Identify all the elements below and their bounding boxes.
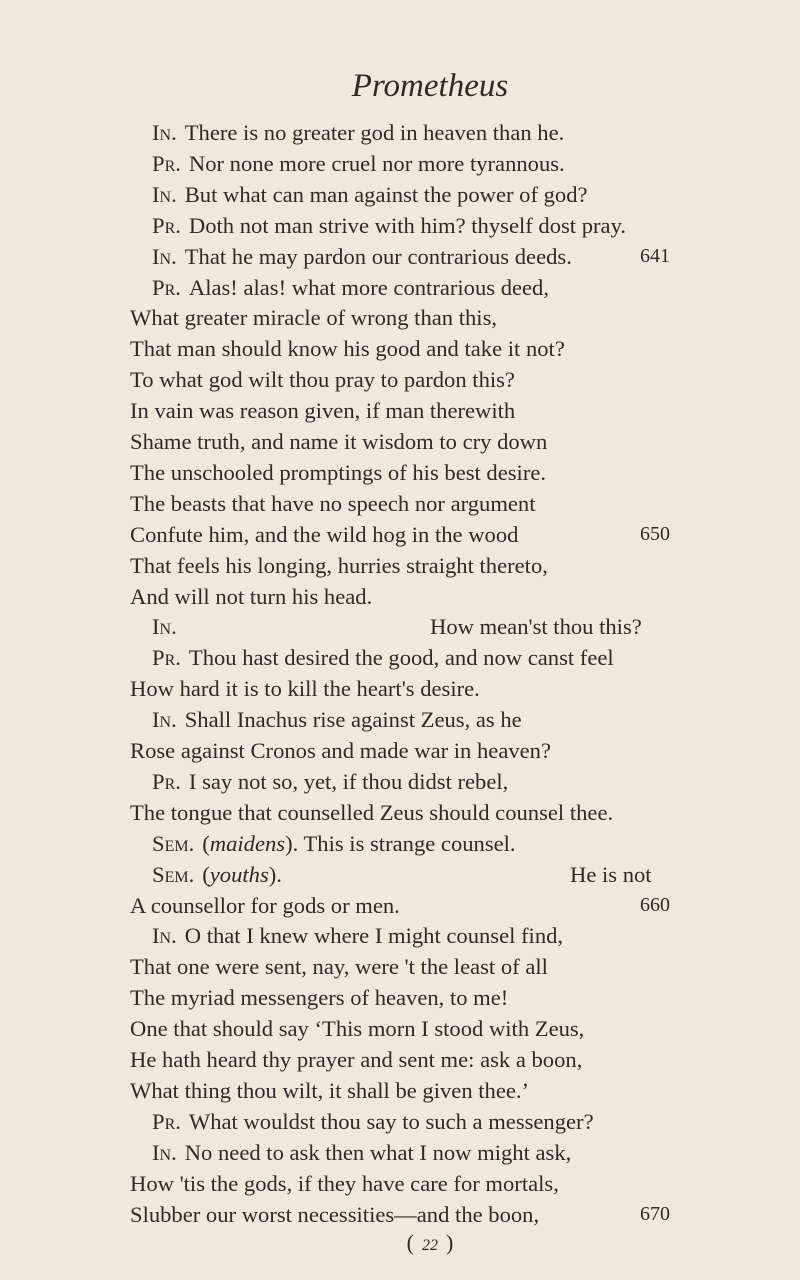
line-text: Shame truth, and name it wisdom to cry down xyxy=(130,429,548,454)
speaker-label: In. xyxy=(152,923,177,949)
speaker-label: Pr. xyxy=(152,1108,181,1134)
verse-line xyxy=(130,395,515,426)
line-text: In vain was reason given, if man therewith xyxy=(130,398,516,424)
line-text: The myriad messengers of heaven, to me! xyxy=(130,985,509,1011)
page-number xyxy=(0,1230,800,1256)
verse-line xyxy=(152,611,642,642)
line-text: O that I knew where I might counsel find, xyxy=(184,923,564,949)
line-continuation: He is not xyxy=(570,861,652,887)
line-text: What greater miracle of wrong than this, xyxy=(130,305,498,331)
line-text: That he may pardon our contrarious deeds. xyxy=(184,243,572,269)
verse-line xyxy=(130,364,515,395)
speaker-label: Pr. xyxy=(152,212,181,238)
verse-line xyxy=(130,333,565,364)
speaker-label: Sem. xyxy=(152,830,195,856)
verse-line xyxy=(152,241,572,272)
line-number: 660 xyxy=(640,893,670,916)
line-text: And will not turn his head. xyxy=(130,583,373,609)
speaker-label: Pr. xyxy=(152,768,181,794)
verse-line xyxy=(130,951,548,982)
verse-line xyxy=(130,426,547,457)
verse-line xyxy=(130,1075,529,1106)
line-text: The beasts that have no speech nor argument xyxy=(130,490,536,516)
speaker-label: In. xyxy=(152,614,177,640)
verse-line xyxy=(130,797,613,828)
verse-line xyxy=(130,1199,539,1230)
line-number: 670 xyxy=(640,1202,670,1225)
line-number: 641 xyxy=(640,244,670,267)
line-text: I say not so, yet, if thou didst rebel, xyxy=(188,768,509,794)
verse-line xyxy=(130,735,551,766)
verse-line xyxy=(130,1013,584,1044)
verse-line xyxy=(130,982,508,1013)
verse-line xyxy=(130,457,546,488)
verse-line xyxy=(152,272,549,303)
verse-line xyxy=(130,488,536,519)
speaker-label: In. xyxy=(152,1139,177,1165)
paren-close: ) xyxy=(446,1230,454,1255)
speaker-label: In. xyxy=(152,243,177,269)
verse-line xyxy=(152,210,626,241)
line-text: That one were sent, nay, were 't the least of all xyxy=(130,954,548,980)
speaker-label: In. xyxy=(152,707,177,733)
verse-line xyxy=(152,1106,594,1137)
line-text: How hard it is to kill the heart's desire. xyxy=(130,676,480,702)
verse-line xyxy=(152,1137,571,1168)
stage-direction: maidens xyxy=(209,830,286,856)
verse-line xyxy=(152,766,508,797)
line-text: Doth not man strive with him? thyself dost pray. xyxy=(188,212,627,238)
verse-line xyxy=(130,550,548,581)
line-text: How 'tis the gods, if they have care for mortals, xyxy=(130,1170,559,1196)
line-text: What thing thou wilt, it shall be given thee.’ xyxy=(130,1077,530,1103)
speaker-label: In. xyxy=(152,120,177,145)
verse-line: Sem. (maidens). This is strange counsel. xyxy=(152,830,516,856)
speaker-label: In. xyxy=(152,181,177,207)
verse-line xyxy=(130,1044,582,1075)
stage-direction: youths xyxy=(209,861,269,887)
line-text: Alas! alas! what more contrarious deed, xyxy=(188,274,550,300)
page-number-value: 22 xyxy=(422,1237,438,1254)
line-text: Shall Inachus rise against Zeus, as he xyxy=(184,707,522,733)
line-text: Confute him, and the wild hog in the wood xyxy=(130,521,519,547)
verse-line xyxy=(130,581,372,612)
line-text: Nor none more cruel nor more tyrannous. xyxy=(188,150,565,176)
speaker-label: Sem. xyxy=(152,861,195,887)
line-text: A counsellor for gods or men. xyxy=(130,892,400,918)
line-continuation: How mean'st thou this? xyxy=(430,614,642,640)
line-text: Thou hast desired the good, and now canst feel xyxy=(188,645,614,671)
verse-line xyxy=(152,179,588,210)
paren-open: ( xyxy=(406,1230,414,1255)
speaker-label: Pr. xyxy=(152,274,181,300)
verse-line xyxy=(130,302,497,333)
verse-line xyxy=(152,148,565,179)
speaker-label: Pr. xyxy=(152,645,181,671)
line-text: No need to ask then what I now might ask, xyxy=(184,1139,572,1165)
line-text: To what god wilt thou pray to pardon this? xyxy=(130,367,515,393)
verse-line xyxy=(130,890,400,921)
line-text: But what can man against the power of god? xyxy=(184,181,588,207)
line-number: 650 xyxy=(640,522,670,545)
speaker-label: Pr. xyxy=(152,150,181,176)
line-text: What wouldst thou say to such a messenger? xyxy=(188,1108,594,1134)
line-text: Rose against Cronos and made war in heaven? xyxy=(130,738,551,763)
running-title: Prometheus xyxy=(351,68,509,104)
line-text: There is no greater god in heaven than he. xyxy=(184,120,565,145)
verse-line xyxy=(152,920,563,951)
verse-line xyxy=(130,519,518,550)
line-text: That feels his longing, hurries straight thereto, xyxy=(130,552,548,578)
line-text: That man should know his good and take it not? xyxy=(130,336,565,362)
line-text: One that should say ‘This morn I stood with Zeus, xyxy=(130,1016,585,1042)
verse-line xyxy=(130,673,480,704)
line-text: The tongue that counselled Zeus should counsel thee. xyxy=(130,799,614,825)
verse-line xyxy=(152,117,564,148)
line-text: He hath heard thy prayer and sent me: ask a boon, xyxy=(130,1047,583,1072)
verse-line xyxy=(130,1168,559,1199)
line-text: This is strange counsel. xyxy=(303,830,516,856)
line-text: The unschooled promptings of his best desire. xyxy=(130,459,547,485)
verse-line: Sem. (youths). He is not xyxy=(152,859,282,890)
verse-line xyxy=(152,704,522,735)
verse-line xyxy=(152,642,614,673)
line-text: Slubber our worst necessities—and the boon, xyxy=(130,1201,540,1227)
